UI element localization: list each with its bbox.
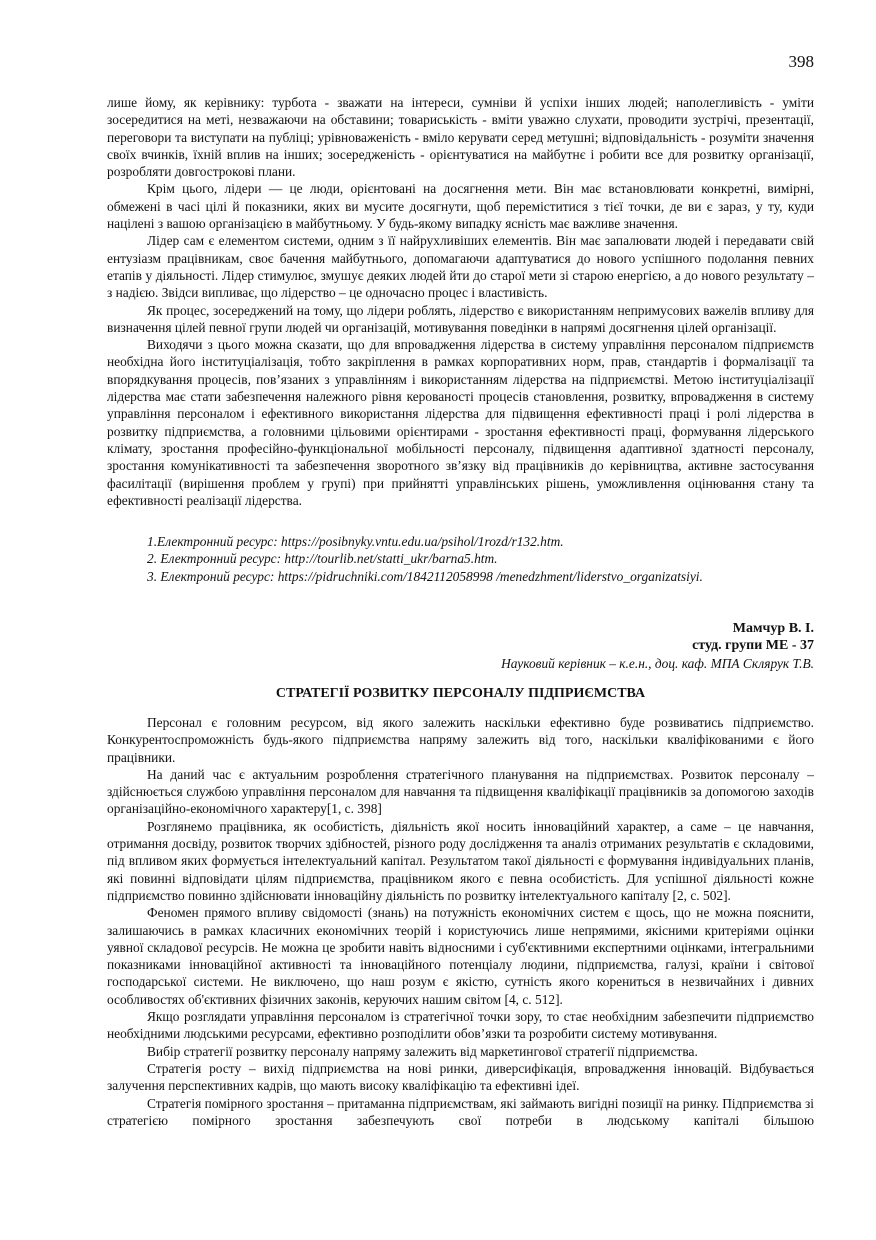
paragraph: На даний час є актуальним розроблення стратегічного планування на підприємствах. Розвиток персоналу – здійснюється службою управління персоналом для навчання та підвищення кваліфікації працівників за допомогою заходів організаційно-економічного характеру[1, с. 398] (107, 766, 814, 817)
page-number: 398 (788, 52, 814, 71)
paragraph: Вибір стратегії розвитку персоналу напряму залежить від маркетингової стратегії підприємства. (147, 1043, 698, 1059)
paragraph: Лідер сам є елементом системи, одним з її найрухливіших елементів. Він має запалювати людей і передавати свій ентузіазм працівникам, своє бачення майбутнього, допомагаючи адаптуватися до нового успішного подолання певних етапів у діяльності. Лідер стимулює, змушує деяких людей йти до старої мети зі старою енергією, а до нового результату – з надією. Звідси випливає, що лідерство – це одночасно процес і властивість. (107, 233, 814, 301)
reference-item: 2. Електронний ресурс: http://tourlib.net/statti_ukr/barna5.htm. (147, 551, 498, 567)
paragraph: Стратегія помірного зростання – притаманна підприємствам, які займають вигідні позиції на ринку. Підприємства зі стратегією помірного зростання забезпечують свої потреби в людському капіталі більшою (107, 1095, 814, 1128)
paragraph: Розглянемо працівника, як особистість, діяльність якої носить інноваційний характер, а саме – це навчання, отримання досвіду, розвиток творчих здібностей, різного роду дослідження та аналіз отриманих результатів є складовими, під впливом яких формується інтелектуальний капітал. Результатом такої діяльності є формування індивідуальних планів, які повинні відповідати цілям підприємства, працівником якого є певна особистість. Для успішної діяльності кожне підприємство повинно здійснювати інноваційну діяльність по розвитку інтелектуального капіталу [2, с. 502]. (107, 818, 814, 903)
supervisor: Науковий керівник – к.е.н., доц. каф. МПА Склярук Т.В. (501, 655, 814, 671)
article-title: СТРАТЕГІЇ РОЗВИТКУ ПЕРСОНАЛУ ПІДПРИЄМСТВА (275, 686, 646, 701)
author-group: студ. групи МЕ - 37 (692, 638, 814, 654)
paragraph: Крім цього, лідери — це люди, орієнтовані на досягнення мети. Він має встановлювати конкретні, вимірні, обмежені в часі цілі й показники, яких ви мусите досягнути, щоб переміститися з тієї точки, де ви є зараз, у ту, куди націлені з вашою організацією в майбутньому. У будь-якому випадку ясність має важливе значення. (107, 181, 814, 232)
paragraph: Стратегія росту – вихід підприємства на нові ринки, диверсифікація, впровадження інновацій. Відбувається залучення перспективних кадрів, що мають високу кваліфікацію та ефективні ідеї. (107, 1060, 814, 1094)
author-name: Мамчур В. І. (732, 621, 814, 636)
paragraph: Персонал є головним ресурсом, від якого залежить наскільки ефективно буде розвиватись підприємство. Конкурентоспроможність будь-якого підприємства напряму залежить від того, наскільки кваліфікованими є його працівники. (107, 715, 814, 765)
reference-item: 1.Електронний ресурс: https://posibnyky.vntu.edu.ua/psihol/1rozd/r132.htm. (147, 534, 564, 549)
reference-item: 3. Електроний ресурс: https://pidruchniki.com/1842112058998 /menedzhment/liderstvo_organizatsiyi. (147, 568, 703, 584)
reference-list (107, 533, 814, 585)
article-body (107, 714, 814, 1129)
paragraph: лише йому, як керівнику: турбота - зважати на інтереси, сумніви й успіхи інших людей; наполегливість - уміти зосередитися на меті, незважаючи на обставини; товариськість - вміти уважно слухати, проводити зустрічі, презентації, переговори та виступати на публіці; урівноваженість - вміло керувати серед метушні; відповідальність - розуміти значення своїх вчинків, їхній вплив на інших; зосередженість - орієнтуватися на майбутнє і робити все для розвитку організації, розробляти довгострокові плани. (107, 95, 814, 180)
paragraph: Виходячи з цього можна сказати, що для впровадження лідерства в систему управління персоналом підприємств необхідна його інституціалізація, тобто закріплення в рамках корпоративних норм, прав, стандартів і формалізації та впорядкування процесів, пов’язаних з управлінням і використанням лідерства на підприємстві. Метою інституціалізації лідерства має стати забезпечення належного рівня керованості процесів становлення, розвитку, впровадження в систему управління персоналом і ефективного використання лідерства для підвищення ефективності праці і ролі лідерства в розвитку підприємства, а головними цільовими орієнтирами - зростання ефективності праці, формування лідерського клімату, зростання професійно-функціональної мобільності персоналу, підвищення адаптивної здатності персоналу, зростання комунікативності та забезпечення зворотного зв’язку від працівників до керівництва, активне застосування фасилітації (вирішення проблем у групі) при прийнятті управлінських рішень, уможливлення оцінювання стану та ефективності реалізації лідерства. (107, 337, 814, 508)
paragraph: Як процес, зосереджений на тому, що лідери роблять, лідерство є використанням непримусових важелів впливу для визначення цілей певної групи людей чи організацій, мотивування поведінки в напрямі досягнення цілей організації. (107, 302, 814, 335)
paragraph: Якщо розглядати управління персоналом із стратегічної точки зору, то стає необхідним забезпечити підприємство необхідними людськими ресурсами, ефективно розподілити обов’язки та розробити систему мотивування. (107, 1009, 814, 1042)
paragraph: Феномен прямого впливу свідомості (знань) на потужність економічних систем є щось, що не можна пояснити, залишаючись в рамках класичних економічних теорій і користуючись лише непрямими, якісними критеріями оцінки уявної складової ресурсів. Не можна це зробити навіть відносними і суб'єктивними експертними оцінками, інтегральними показниками інноваційної активності та інноваційного потенціалу людини, підприємства, галузі, країни і світової господарської системи. Не виключено, що наш розум є якістю, сутність якого корениться в незвичайних і дивних особливостях об'єктивних фізичних законів, керуючих нашим світом [4, с. 512]. (107, 905, 814, 1007)
previous-article-continuation (107, 94, 814, 509)
author-block (107, 620, 814, 672)
